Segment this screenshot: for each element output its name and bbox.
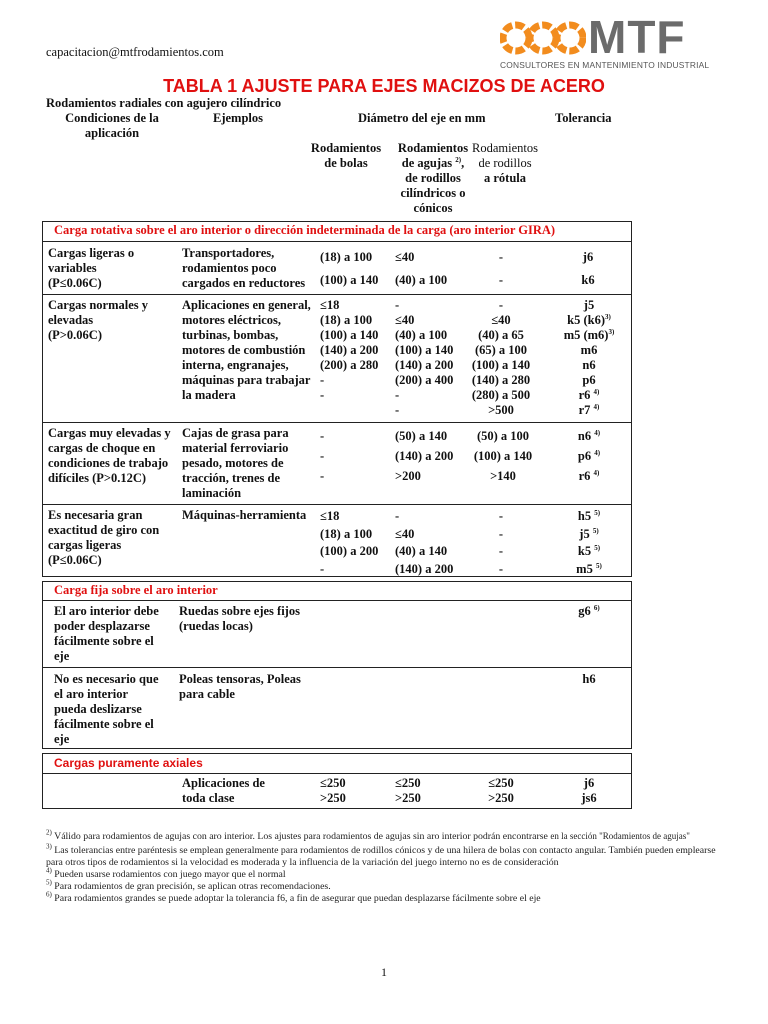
row2-examples: Aplicaciones en general, motores eléctricos, turbinas, bombas, motores de combustión interna, engranajes, máquinas para trabajar la madera [182,298,311,402]
section-title-rotating: Carga rotativa sobre el aro interior o dirección indeterminada de la carga (aro interior GIRA) [54,223,556,237]
row7-examples: Aplicaciones de toda clase [182,776,265,805]
header-agujas-line1: Rodamientos [397,141,469,155]
header-agujas-line4: cilíndricos o [400,186,466,200]
row2-bolas: ≤18 (18) a 100 (100) a 140 (140) a 200 (200) a 280 - - [320,298,379,402]
footnote-6: $^{6)}$ Para rodamientos grandes se puede adoptar la tolerancia f6, a fin de asegurar que puedan desplazarse fácilmente sobre el eje [46,890,541,904]
header-diameter: Diámetro del eje en mm [358,111,486,125]
row3-bolas: - - - [320,429,325,483]
row7-rotula: ≤250 >250 [488,776,514,805]
header-agujas-line2: de agujas [401,156,453,170]
footnote-4: $^{4)}$ Pueden usarse rodamientos con juego mayor que el normal [46,866,286,880]
footnote-3: $^{3)}$ Las tolerancias entre paréntesis se emplean generalmente para rodamientos de rodillos cónicos y de una hilera de bolas con contacto angular. También pueden emplearse [46,842,716,856]
row4-agujas: - ≤40 (40) a 140 (140) a 200 [395,509,454,576]
section-rotating-load [42,221,632,577]
header-group: Rodamientos radiales con agujero cilíndrico [46,96,282,110]
row3-examples: Cajas de grasa para material ferroviario pesado, motores de tracción, trenes de laminación [182,426,289,500]
header-agujas-line3: de rodillos [405,171,461,185]
header-bolas: Rodamientos de bolas [310,141,382,170]
header-rotula-line2: de rodillos [478,156,532,170]
row5-examples: Ruedas sobre ejes fijos (ruedas locas) [179,604,300,633]
row1-bolas: (18) a 100 (100) a 140 [320,250,379,287]
header-rotula-line1: Rodamientos [472,141,538,155]
footnote-2: $^{2)}$ Válido para rodamientos de agujas con aro interior. Los ajustes para rodamientos de agujas sin aro interior podrán encontrarse en la sección "Rodamientos de agujas" [46,828,690,842]
row4-tolerance: h5 $^{5)}$ j5 $^{5)}$ k5 $^{5)}$ m5 $^{5)}$ [576,508,602,576]
row7-tolerance: j6 js6 [581,776,597,805]
row1-conditions: Cargas ligeras o variables (P≤0.06C) [48,246,135,290]
page-number: 1 [381,965,387,979]
row6-tolerance: h6 [582,672,596,686]
row4-conditions: Es necesaria gran exactitud de giro con cargas ligeras (P≤0.06C) [48,508,160,567]
row4-rotula: - - - - [498,509,504,576]
row2-conditions: Cargas normales y elevadas (P>0.06C) [48,298,148,342]
section-axial-load [42,753,632,809]
header-conditions: Condiciones de la aplicación [65,111,159,140]
logo-rings-icon [500,14,586,64]
header-agujas-sup: 2) [455,155,462,164]
row3-tolerance: n6 $^{4)}$ p6 $^{4)}$ r6 $^{4)}$ [577,428,601,483]
header-agujas-line5: cónicos [413,201,453,215]
row3-rotula: (50) a 100 (100) a 140 >140 [473,429,533,483]
logo-name: MTF [588,11,686,63]
section-title-fixed: Carga fija sobre el aro interior [54,583,218,597]
mtf-logo [500,12,715,72]
page-title: TABLA 1 AJUSTE PARA EJES MACIZOS DE ACERO [163,76,605,96]
row1-agujas: ≤40 (40) a 100 [395,250,448,287]
row6-examples: Poleas tensoras, Poleas para cable [179,672,301,701]
row4-examples: Máquinas-herramienta [182,508,307,522]
row7-agujas: ≤250 >250 [395,776,421,805]
header-agujas: Rodamientos de agujas $^{2)}$, de rodillos cilíndricos o cónicos [388,141,478,216]
row5-conditions: El aro interior debe poder desplazarse fácilmente sobre el eje [54,604,159,663]
row7-bolas: ≤250 >250 [320,776,346,805]
header-tolerance: Tolerancia [555,111,612,125]
row1-tolerance: j6 k6 [581,250,595,287]
header-examples: Ejemplos [213,111,263,125]
row2-agujas: - ≤40 (40) a 100 (100) a 140 (140) a 200 (200) a 400 - - [395,298,454,417]
footnote-3-cont: para otros tipos de rodamientos si la velocidad es moderada y la influencia de la variación del juego interno no es de consideración [46,857,559,868]
header-rotula-line3: a rótula [483,171,526,185]
row4-bolas: ≤18 (18) a 100 (100) a 200 - [320,509,379,576]
logo-subtitle: CONSULTORES EN MANTENIMIENTO INDUSTRIAL [500,60,710,70]
row3-agujas: (50) a 140 (140) a 200 >200 [395,429,454,483]
section-title-axial: Cargas puramente axiales [54,756,203,770]
row3-conditions: Cargas muy elevadas y cargas de choque en condiciones de trabajo difíciles (P>0.12C) [48,426,171,485]
section-fixed-load [42,581,632,749]
row1-examples: Transportadores, rodamientos poco cargados en reductores [182,246,306,290]
header-rotula [463,141,547,186]
row6-conditions: No es necesario que el aro interior pueda deslizarse fácilmente sobre el eje [54,672,159,746]
row2-tolerance: j5 k5 $(k6)^{3)}$ m5 $(m6)^{3)}$ m6 n6 p6 r6 $^{4)}$ r7 $^{4)}$ [563,298,615,417]
row2-rotula: - ≤40 (40) a 65 (65) a 100 (100) a 140 (140) a 280 (280) a 500 >500 [471,298,531,417]
email-text: capacitacion@mtfrodamientos.com [46,45,224,59]
row5-tolerance: g6 $^{6)}$ [578,603,600,618]
footnote-5: $^{5)}$ Para rodamientos de gran precisión, se aplican otras recomendaciones. [46,878,331,892]
row1-rotula: - - [498,250,504,287]
